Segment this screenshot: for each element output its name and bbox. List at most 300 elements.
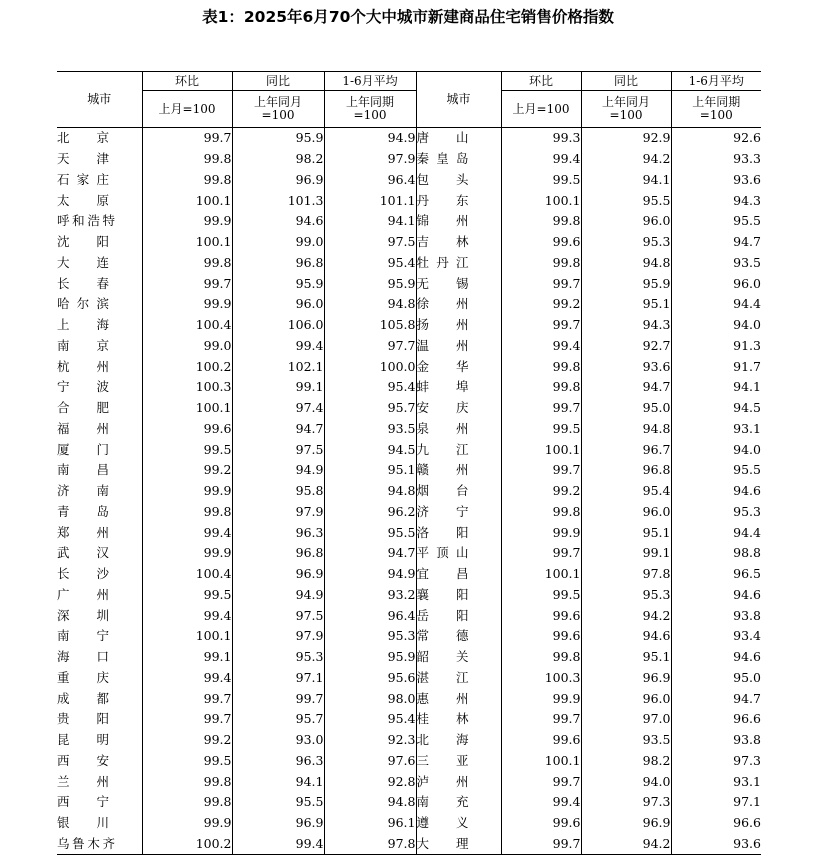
huanbi-value-left: 99.9 bbox=[142, 543, 232, 564]
tongbi-value-right: 92.9 bbox=[581, 128, 671, 149]
huanbi-value-right: 99.7 bbox=[501, 398, 581, 419]
city-name: 福 州 bbox=[57, 420, 109, 436]
avg-value-left: 94.5 bbox=[324, 439, 416, 460]
tongbi-value-right: 94.2 bbox=[581, 605, 671, 626]
huanbi-value-right: 99.7 bbox=[501, 543, 581, 564]
city-name: 上 海 bbox=[57, 317, 109, 333]
city-left bbox=[57, 688, 142, 709]
huanbi-value-right: 99.7 bbox=[501, 709, 581, 730]
huanbi-value-right: 99.8 bbox=[501, 211, 581, 232]
avg-value-left: 97.7 bbox=[324, 336, 416, 357]
city-name: 天 津 bbox=[57, 151, 109, 167]
city-name: 合 肥 bbox=[57, 400, 109, 416]
city-name: 蚌 埠 bbox=[416, 379, 469, 395]
table-row bbox=[57, 522, 761, 543]
city-name: 西 安 bbox=[57, 752, 109, 768]
city-right bbox=[416, 502, 501, 523]
city-name: 泸 州 bbox=[416, 773, 469, 789]
city-right bbox=[416, 771, 501, 792]
city-name: 武 汉 bbox=[57, 545, 109, 561]
avg-value-right: 95.5 bbox=[671, 211, 761, 232]
huanbi-value-left: 99.5 bbox=[142, 751, 232, 772]
huanbi-value-left: 100.3 bbox=[142, 377, 232, 398]
city-right bbox=[416, 460, 501, 481]
table-row bbox=[57, 834, 761, 855]
huanbi-value-right: 99.7 bbox=[501, 273, 581, 294]
huanbi-value-right: 100.1 bbox=[501, 751, 581, 772]
tongbi-value-right: 94.0 bbox=[581, 771, 671, 792]
avg-value-left: 93.2 bbox=[324, 585, 416, 606]
city-left bbox=[57, 356, 142, 377]
city-left bbox=[57, 253, 142, 274]
avg-value-left: 94.9 bbox=[324, 564, 416, 585]
city-right bbox=[416, 543, 501, 564]
city-header-right: 城市 bbox=[416, 72, 501, 128]
city-name: 唐 山 bbox=[416, 130, 469, 146]
huanbi-value-left: 99.7 bbox=[142, 688, 232, 709]
avg-value-left: 95.5 bbox=[324, 522, 416, 543]
tongbi-value-left: 98.2 bbox=[232, 149, 324, 170]
city-name: 济 南 bbox=[57, 483, 109, 499]
city-name: 呼和浩特 bbox=[57, 213, 115, 229]
huanbi-value-left: 99.5 bbox=[142, 585, 232, 606]
city-left bbox=[57, 730, 142, 751]
avg-value-right: 95.3 bbox=[671, 502, 761, 523]
page-title: 表1：2025年6月70个大中城市新建商品住宅销售价格指数 bbox=[202, 8, 614, 26]
avg-value-right: 93.4 bbox=[671, 626, 761, 647]
avg-value-left: 97.8 bbox=[324, 834, 416, 855]
huanbi-value-left: 99.2 bbox=[142, 460, 232, 481]
tongbi-value-right: 93.5 bbox=[581, 730, 671, 751]
city-right bbox=[416, 170, 501, 191]
huanbi-value-left: 100.2 bbox=[142, 356, 232, 377]
huanbi-value-left: 99.8 bbox=[142, 792, 232, 813]
huanbi-value-right: 99.8 bbox=[501, 502, 581, 523]
tongbi-value-left: 99.7 bbox=[232, 688, 324, 709]
city-left bbox=[57, 481, 142, 502]
huanbi-value-left: 99.6 bbox=[142, 419, 232, 440]
huanbi-value-right: 99.3 bbox=[501, 128, 581, 149]
city-right bbox=[416, 211, 501, 232]
city-left bbox=[57, 751, 142, 772]
avg-value-right: 92.6 bbox=[671, 128, 761, 149]
tongbi-value-right: 95.0 bbox=[581, 398, 671, 419]
city-name: 深 圳 bbox=[57, 607, 109, 623]
tongbi-value-right: 94.6 bbox=[581, 626, 671, 647]
city-left bbox=[57, 522, 142, 543]
huanbi-value-right: 99.6 bbox=[501, 626, 581, 647]
city-left bbox=[57, 190, 142, 211]
city-right bbox=[416, 315, 501, 336]
city-name: 扬 州 bbox=[416, 317, 469, 333]
city-left bbox=[57, 170, 142, 191]
avg-value-left: 95.4 bbox=[324, 709, 416, 730]
huanbi-value-right: 99.6 bbox=[501, 730, 581, 751]
tongbi-value-right: 95.3 bbox=[581, 232, 671, 253]
table-row bbox=[57, 709, 761, 730]
city-name: 南 昌 bbox=[57, 462, 109, 478]
city-left bbox=[57, 419, 142, 440]
tongbi-value-right: 94.1 bbox=[581, 170, 671, 191]
city-left bbox=[57, 792, 142, 813]
tongbi-value-right: 95.1 bbox=[581, 647, 671, 668]
city-name: 包 头 bbox=[416, 171, 469, 187]
tongbi-value-left: 97.9 bbox=[232, 502, 324, 523]
tongbi-value-left: 96.8 bbox=[232, 253, 324, 274]
huanbi-value-left: 100.1 bbox=[142, 398, 232, 419]
huanbi-value-left: 100.4 bbox=[142, 564, 232, 585]
city-name: 哈尔滨 bbox=[57, 296, 109, 312]
avg-value-right: 95.5 bbox=[671, 460, 761, 481]
city-name: 成 都 bbox=[57, 690, 109, 706]
price-index-table bbox=[57, 71, 761, 855]
tongbi-value-left: 94.7 bbox=[232, 419, 324, 440]
huanbi-value-right: 100.1 bbox=[501, 564, 581, 585]
avg-value-left: 95.1 bbox=[324, 460, 416, 481]
huanbi-value-right: 100.1 bbox=[501, 190, 581, 211]
huanbi-value-right: 99.9 bbox=[501, 688, 581, 709]
avg-value-right: 93.3 bbox=[671, 149, 761, 170]
huanbi-value-left: 100.1 bbox=[142, 190, 232, 211]
city-name: 无 锡 bbox=[416, 275, 469, 291]
avg-value-left: 94.9 bbox=[324, 128, 416, 149]
avg-value-left: 92.3 bbox=[324, 730, 416, 751]
table-row bbox=[57, 647, 761, 668]
tongbi-value-left: 94.9 bbox=[232, 585, 324, 606]
huanbi-header-left: 环比 bbox=[142, 72, 232, 91]
huanbi-header-right: 环比 bbox=[501, 72, 581, 91]
city-name: 杭 州 bbox=[57, 358, 109, 374]
avg-value-left: 95.7 bbox=[324, 398, 416, 419]
tongbi-value-right: 95.1 bbox=[581, 522, 671, 543]
avg-value-right: 93.8 bbox=[671, 730, 761, 751]
tongbi-value-right: 98.2 bbox=[581, 751, 671, 772]
avg-value-right: 94.4 bbox=[671, 522, 761, 543]
table-row bbox=[57, 336, 761, 357]
city-right bbox=[416, 294, 501, 315]
city-left bbox=[57, 564, 142, 585]
city-right bbox=[416, 481, 501, 502]
avg-value-left: 94.8 bbox=[324, 294, 416, 315]
avg-value-right: 94.3 bbox=[671, 190, 761, 211]
tongbi-value-left: 99.0 bbox=[232, 232, 324, 253]
city-name: 三 亚 bbox=[416, 752, 469, 768]
city-name: 锦 州 bbox=[416, 213, 469, 229]
city-right bbox=[416, 751, 501, 772]
table-row bbox=[57, 149, 761, 170]
city-left bbox=[57, 543, 142, 564]
city-right bbox=[416, 190, 501, 211]
avg-value-right: 96.6 bbox=[671, 813, 761, 834]
table-row bbox=[57, 273, 761, 294]
tongbi-base-right: 上年同月 =100 bbox=[581, 91, 671, 128]
tongbi-value-right: 94.7 bbox=[581, 377, 671, 398]
city-name: 昆 明 bbox=[57, 732, 109, 748]
avg-value-left: 100.0 bbox=[324, 356, 416, 377]
huanbi-value-right: 100.1 bbox=[501, 439, 581, 460]
avg-header-left: 1-6月平均 bbox=[324, 72, 416, 91]
huanbi-value-right: 99.5 bbox=[501, 170, 581, 191]
tongbi-value-right: 95.5 bbox=[581, 190, 671, 211]
tongbi-value-right: 94.8 bbox=[581, 419, 671, 440]
tongbi-value-right: 97.0 bbox=[581, 709, 671, 730]
city-left bbox=[57, 709, 142, 730]
city-header-left: 城市 bbox=[57, 72, 142, 128]
huanbi-value-left: 99.4 bbox=[142, 522, 232, 543]
city-name: 泉 州 bbox=[416, 420, 469, 436]
city-right bbox=[416, 688, 501, 709]
tongbi-value-left: 96.3 bbox=[232, 751, 324, 772]
tongbi-value-right: 94.2 bbox=[581, 834, 671, 855]
avg-value-right: 94.7 bbox=[671, 232, 761, 253]
avg-value-right: 96.0 bbox=[671, 273, 761, 294]
city-name: 宁 波 bbox=[57, 379, 109, 395]
huanbi-value-left: 99.4 bbox=[142, 668, 232, 689]
table-row bbox=[57, 564, 761, 585]
city-name: 大 理 bbox=[416, 835, 469, 851]
city-name: 平顶山 bbox=[416, 545, 469, 561]
city-right bbox=[416, 398, 501, 419]
tongbi-value-right: 95.4 bbox=[581, 481, 671, 502]
city-left bbox=[57, 502, 142, 523]
city-name: 石家庄 bbox=[57, 171, 109, 187]
huanbi-value-left: 100.2 bbox=[142, 834, 232, 855]
city-name: 长 沙 bbox=[57, 566, 109, 582]
tongbi-value-left: 106.0 bbox=[232, 315, 324, 336]
city-name: 洛 阳 bbox=[416, 524, 469, 540]
avg-value-left: 95.9 bbox=[324, 647, 416, 668]
tongbi-value-left: 99.4 bbox=[232, 336, 324, 357]
avg-value-right: 94.0 bbox=[671, 315, 761, 336]
avg-base-left: 上年同期 =100 bbox=[324, 91, 416, 128]
city-right bbox=[416, 564, 501, 585]
tongbi-header-right: 同比 bbox=[581, 72, 671, 91]
table-row bbox=[57, 315, 761, 336]
city-name: 常 德 bbox=[416, 628, 469, 644]
avg-value-right: 96.5 bbox=[671, 564, 761, 585]
tongbi-value-right: 96.0 bbox=[581, 211, 671, 232]
avg-value-right: 94.1 bbox=[671, 377, 761, 398]
city-left bbox=[57, 273, 142, 294]
city-name: 韶 关 bbox=[416, 649, 469, 665]
tongbi-value-left: 93.0 bbox=[232, 730, 324, 751]
avg-value-left: 95.6 bbox=[324, 668, 416, 689]
city-name: 郑 州 bbox=[57, 524, 109, 540]
tongbi-value-left: 94.6 bbox=[232, 211, 324, 232]
huanbi-value-left: 99.0 bbox=[142, 336, 232, 357]
city-name: 海 口 bbox=[57, 649, 109, 665]
city-left bbox=[57, 377, 142, 398]
city-right bbox=[416, 626, 501, 647]
avg-value-left: 93.5 bbox=[324, 419, 416, 440]
table-row bbox=[57, 211, 761, 232]
city-name: 乌鲁木齐 bbox=[57, 835, 115, 851]
avg-value-left: 94.1 bbox=[324, 211, 416, 232]
city-name: 太 原 bbox=[57, 192, 109, 208]
table-row bbox=[57, 605, 761, 626]
tongbi-value-right: 95.3 bbox=[581, 585, 671, 606]
city-name: 北 京 bbox=[57, 130, 109, 146]
tongbi-header-left: 同比 bbox=[232, 72, 324, 91]
huanbi-value-right: 99.8 bbox=[501, 253, 581, 274]
table-row bbox=[57, 502, 761, 523]
city-right bbox=[416, 834, 501, 855]
city-name: 安 庆 bbox=[416, 400, 469, 416]
tongbi-value-left: 97.4 bbox=[232, 398, 324, 419]
city-name: 南 宁 bbox=[57, 628, 109, 644]
city-name: 九 江 bbox=[416, 441, 469, 457]
table-row bbox=[57, 481, 761, 502]
city-name: 烟 台 bbox=[416, 483, 469, 499]
tongbi-value-right: 96.9 bbox=[581, 668, 671, 689]
avg-value-right: 94.5 bbox=[671, 398, 761, 419]
table-row bbox=[57, 253, 761, 274]
tongbi-value-left: 101.3 bbox=[232, 190, 324, 211]
city-name: 吉 林 bbox=[416, 234, 469, 250]
avg-value-left: 94.8 bbox=[324, 792, 416, 813]
avg-value-left: 97.9 bbox=[324, 149, 416, 170]
tongbi-value-left: 96.9 bbox=[232, 564, 324, 585]
city-left bbox=[57, 315, 142, 336]
city-right bbox=[416, 709, 501, 730]
huanbi-value-right: 99.2 bbox=[501, 481, 581, 502]
huanbi-value-left: 99.8 bbox=[142, 502, 232, 523]
tongbi-value-left: 102.1 bbox=[232, 356, 324, 377]
city-name: 桂 林 bbox=[416, 711, 469, 727]
huanbi-value-left: 99.5 bbox=[142, 439, 232, 460]
huanbi-value-right: 99.4 bbox=[501, 336, 581, 357]
huanbi-value-left: 100.4 bbox=[142, 315, 232, 336]
avg-value-left: 95.9 bbox=[324, 273, 416, 294]
huanbi-value-left: 99.7 bbox=[142, 128, 232, 149]
city-name: 遵 义 bbox=[416, 815, 469, 831]
city-right bbox=[416, 253, 501, 274]
avg-value-right: 94.6 bbox=[671, 585, 761, 606]
tongbi-value-left: 96.3 bbox=[232, 522, 324, 543]
city-right bbox=[416, 377, 501, 398]
table-row bbox=[57, 688, 761, 709]
table-row bbox=[57, 419, 761, 440]
avg-value-right: 97.1 bbox=[671, 792, 761, 813]
table-row bbox=[57, 771, 761, 792]
city-name: 青 岛 bbox=[57, 503, 109, 519]
avg-value-left: 101.1 bbox=[324, 190, 416, 211]
city-name: 沈 阳 bbox=[57, 234, 109, 250]
city-right bbox=[416, 232, 501, 253]
avg-value-right: 93.6 bbox=[671, 834, 761, 855]
city-name: 广 州 bbox=[57, 586, 109, 602]
avg-value-right: 94.7 bbox=[671, 688, 761, 709]
city-name: 长 春 bbox=[57, 275, 109, 291]
tongbi-value-left: 95.5 bbox=[232, 792, 324, 813]
huanbi-value-left: 100.1 bbox=[142, 626, 232, 647]
huanbi-value-left: 100.1 bbox=[142, 232, 232, 253]
table-row bbox=[57, 170, 761, 191]
city-name: 湛 江 bbox=[416, 669, 469, 685]
huanbi-value-left: 99.8 bbox=[142, 149, 232, 170]
city-left bbox=[57, 460, 142, 481]
avg-value-left: 96.4 bbox=[324, 170, 416, 191]
city-name: 兰 州 bbox=[57, 773, 109, 789]
avg-value-right: 93.6 bbox=[671, 170, 761, 191]
city-name: 丹 东 bbox=[416, 192, 469, 208]
table-row bbox=[57, 439, 761, 460]
huanbi-value-right: 99.7 bbox=[501, 460, 581, 481]
city-name: 贵 阳 bbox=[57, 711, 109, 727]
table-row bbox=[57, 377, 761, 398]
tongbi-value-left: 95.9 bbox=[232, 273, 324, 294]
table-body bbox=[57, 128, 761, 855]
avg-value-left: 92.8 bbox=[324, 771, 416, 792]
table-row bbox=[57, 460, 761, 481]
avg-value-right: 96.6 bbox=[671, 709, 761, 730]
huanbi-value-right: 99.2 bbox=[501, 294, 581, 315]
city-left bbox=[57, 813, 142, 834]
city-name: 厦 门 bbox=[57, 441, 109, 457]
tongbi-value-left: 97.5 bbox=[232, 605, 324, 626]
tongbi-base-left: 上年同月 =100 bbox=[232, 91, 324, 128]
huanbi-value-left: 99.9 bbox=[142, 211, 232, 232]
avg-value-right: 91.7 bbox=[671, 356, 761, 377]
huanbi-value-left: 99.8 bbox=[142, 253, 232, 274]
huanbi-value-right: 99.6 bbox=[501, 605, 581, 626]
huanbi-value-right: 99.8 bbox=[501, 647, 581, 668]
avg-value-right: 93.8 bbox=[671, 605, 761, 626]
tongbi-value-left: 95.8 bbox=[232, 481, 324, 502]
city-right bbox=[416, 128, 501, 149]
city-name: 惠 州 bbox=[416, 690, 469, 706]
avg-value-right: 97.3 bbox=[671, 751, 761, 772]
huanbi-value-right: 99.6 bbox=[501, 813, 581, 834]
city-name: 襄 阳 bbox=[416, 586, 469, 602]
city-name: 金 华 bbox=[416, 358, 469, 374]
table-row bbox=[57, 232, 761, 253]
city-left bbox=[57, 439, 142, 460]
tongbi-value-right: 97.3 bbox=[581, 792, 671, 813]
avg-value-left: 96.4 bbox=[324, 605, 416, 626]
tongbi-value-left: 94.1 bbox=[232, 771, 324, 792]
huanbi-value-right: 99.6 bbox=[501, 232, 581, 253]
city-name: 北 海 bbox=[416, 732, 469, 748]
city-name: 重 庆 bbox=[57, 669, 109, 685]
avg-value-right: 94.6 bbox=[671, 647, 761, 668]
avg-value-right: 94.4 bbox=[671, 294, 761, 315]
city-right bbox=[416, 730, 501, 751]
avg-value-left: 95.4 bbox=[324, 253, 416, 274]
avg-value-left: 97.6 bbox=[324, 751, 416, 772]
tongbi-value-right: 95.9 bbox=[581, 273, 671, 294]
tongbi-value-right: 96.9 bbox=[581, 813, 671, 834]
huanbi-value-right: 99.7 bbox=[501, 834, 581, 855]
city-left bbox=[57, 211, 142, 232]
huanbi-value-left: 99.8 bbox=[142, 170, 232, 191]
tongbi-value-left: 97.1 bbox=[232, 668, 324, 689]
avg-value-left: 105.8 bbox=[324, 315, 416, 336]
huanbi-value-right: 99.5 bbox=[501, 585, 581, 606]
tongbi-value-right: 94.2 bbox=[581, 149, 671, 170]
avg-value-right: 98.8 bbox=[671, 543, 761, 564]
city-right bbox=[416, 336, 501, 357]
table-row bbox=[57, 751, 761, 772]
city-left bbox=[57, 128, 142, 149]
city-left bbox=[57, 398, 142, 419]
avg-header-right: 1-6月平均 bbox=[671, 72, 761, 91]
avg-value-left: 98.0 bbox=[324, 688, 416, 709]
city-name: 济 宁 bbox=[416, 503, 469, 519]
city-right bbox=[416, 585, 501, 606]
avg-value-left: 95.3 bbox=[324, 626, 416, 647]
table-row bbox=[57, 356, 761, 377]
